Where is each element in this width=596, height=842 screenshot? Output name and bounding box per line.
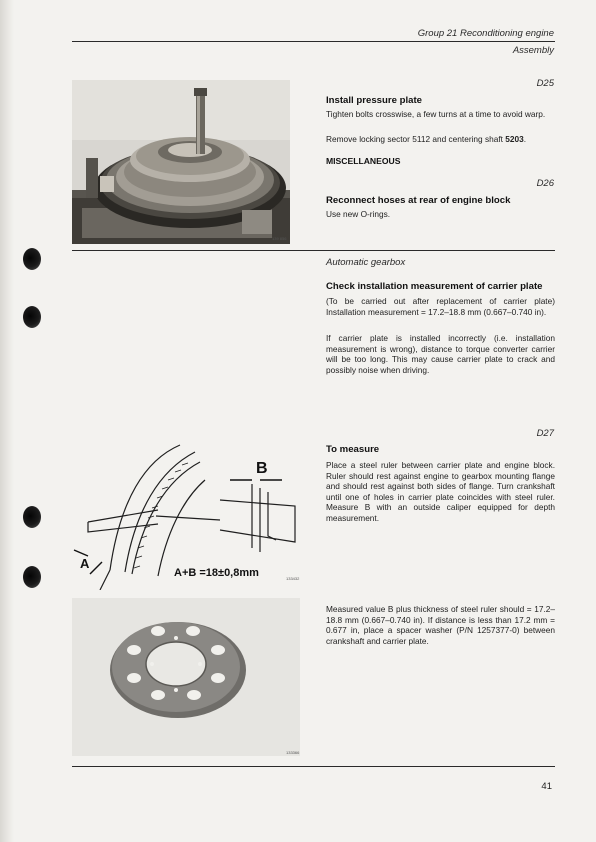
carrier-plate-photo [72,598,300,756]
step-text [326,134,555,145]
binder-hole [23,306,41,328]
section-code: D26 [536,178,554,189]
misc-heading: MISCELLANEOUS [326,156,401,166]
label-a: A [80,556,90,571]
step-title: To measure [326,444,380,455]
measurement-formula: A+B =18±0,8mm [174,567,259,579]
section-code: D27 [536,428,554,439]
binder-hole [23,506,41,528]
step-text: Use new O-rings. [326,209,391,219]
step-text: Place a steel ruler between carrier plate and engine block. Ruler should rest against engine to gearbox mounting flange and should rest against both sides of flange. Turn crankshaft until one of holes in carrier plate coincides with steel ruler. Measure B with an outside caliper equipped for depth measurement. [326,460,555,523]
measurement-diagram [70,440,320,590]
figure-number: 133432 [286,576,300,581]
step-text-part: Remove locking sector 5112 and centering shaft [326,134,506,144]
pressure-plate-photo [72,80,290,244]
step-text: (To be carried out after replacement of carrier plate) Installation measurement = 17.2–18.8 mm (0.667–0.740 in). [326,296,555,317]
step-title: Reconnect hoses at rear of engine block [326,195,511,206]
step-title: Check installation measurement of carrier plate [326,281,543,292]
figure-number: 133366 [286,750,300,755]
step-text: Measured value B plus thickness of steel ruler should = 17.2–18.8 mm (0.667–0.740 in). If distance is less than 17.2 mm = 0.677 in, place a spacer washer (P/N 1257377-0) between crankshaft and carrier plate. [326,604,555,646]
binder-edge [0,0,14,842]
binder-hole [23,566,41,588]
footer-rule [72,766,555,767]
step-text: If carrier plate is installed incorrectly (i.e. installation measurement is wrong), distance to torque converter carrier will be too long. This may cause carrier plate to crack and possibly noise when driving. [326,333,555,375]
tool-number: 5203 [505,134,524,144]
section-code: D25 [536,78,554,89]
page-number: 41 [541,781,552,792]
header-section-line: Assembly [512,45,554,56]
step-text-part: . [523,134,527,144]
figure-number: 139 856 [272,236,287,241]
header-group-line: Group 21 Reconditioning engine [417,28,554,39]
header-rule [72,41,555,42]
section-rule [72,250,555,251]
step-text: Tighten bolts crosswise, a few turns at a time to avoid warp. [326,109,546,119]
binder-hole [23,248,41,270]
step-title: Install pressure plate [326,95,422,106]
label-b: B [256,460,268,477]
section-title: Automatic gearbox [326,257,406,268]
